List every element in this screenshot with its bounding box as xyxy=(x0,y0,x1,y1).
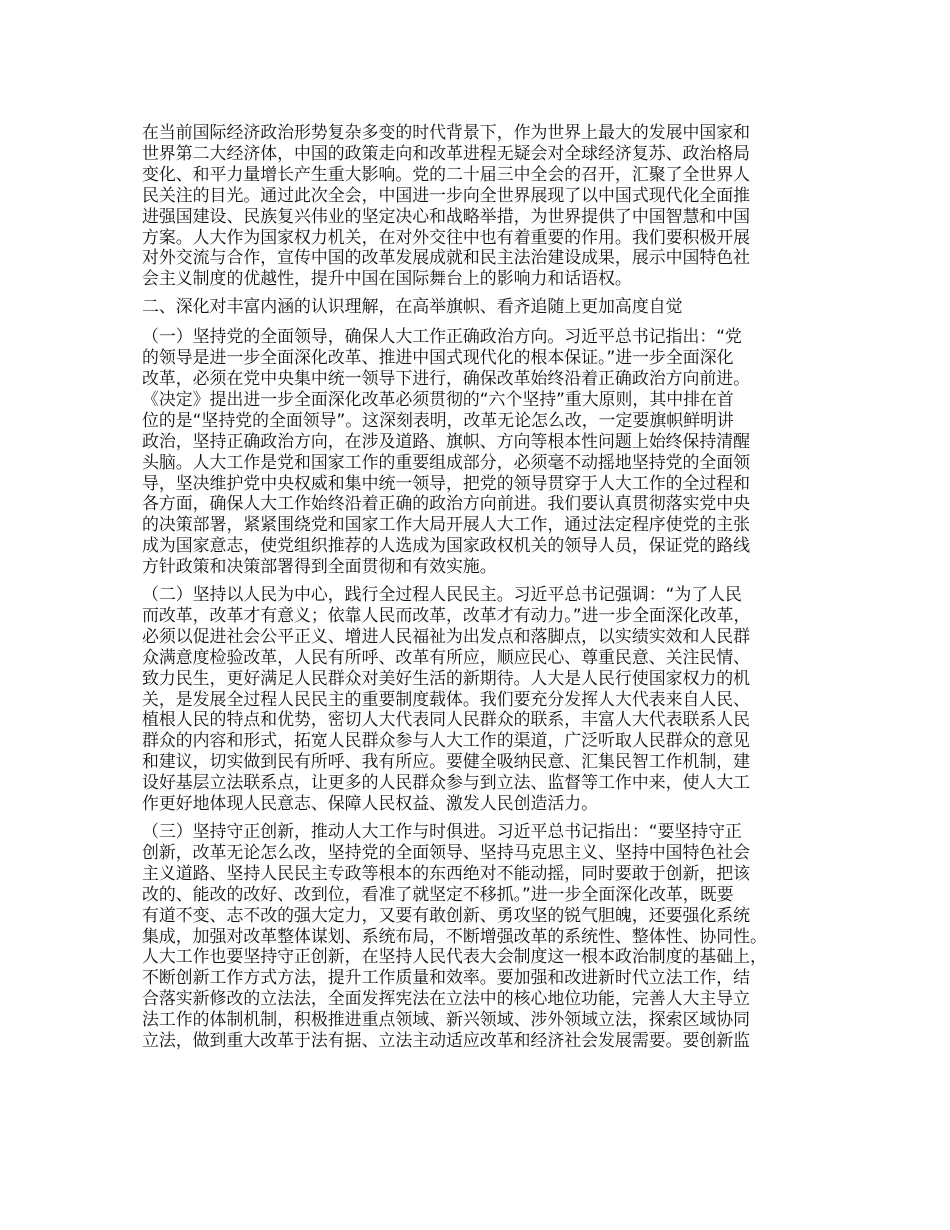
text-line: 在当前国际经济政治形势复杂多变的时代背景下，作为世界上最大的发展中国家和 xyxy=(142,122,751,142)
text-line: 变化、和平力量增长产生重大影响。党的二十届三中全会的召开，汇聚了全世界人 xyxy=(142,163,751,184)
text-line: 主义道路、坚持人民民主专政等根本的东西绝对不能动摇，同时要敢于创新，把该 xyxy=(142,862,751,883)
text-line: 有道不变、志不改的强大定力，又要有敢创新、勇攻坚的锐气胆魄，还要强化系统 xyxy=(142,904,751,925)
text-line: 改革，必须在党中央集中统一领导下进行，确保改革始终沿着正确政治方向前进。 xyxy=(142,367,751,388)
text-line: 对外交流与合作，宣传中国的改革发展成就和民主法治建设成果，展示中国特色社 xyxy=(142,247,751,268)
text-line: 群众的内容和形式，拓宽人民群众参与人大工作的渠道，广泛听取人民群众的意见 xyxy=(142,730,751,751)
text-line: 的决策部署，紧紧围绕党和国家工作大局开展人大工作，通过法定程序使党的主张 xyxy=(142,514,751,535)
text-line: 设好基层立法联系点，让更多的人民群众参与到立法、监督等工作中来，使人大工 xyxy=(142,772,751,793)
text-line: 会主义制度的优越性，提升中国在国际舞台上的影响力和话语权。 xyxy=(142,268,632,289)
text-line: 众满意度检验改革，人民有所呼、改革有所应，顺应民心、尊重民意、关注民情、 xyxy=(142,646,751,667)
text-line: 方针政策和决策部署得到全面贯彻和有效实施。 xyxy=(142,556,497,577)
text-line: 致力民生，更好满足人民群众对美好生活的新期待。人大是人民行使国家权力的机 xyxy=(142,667,751,688)
text-line: 集成，加强对改革整体谋划、系统布局，不断增强改革的系统性、整体性、协同性。 xyxy=(142,925,767,946)
text-line: 和建议，切实做到民有所呼、我有所应。要健全吸纳民意、汇集民智工作机制，建 xyxy=(142,751,751,772)
section-1-paragraph xyxy=(142,326,830,577)
section-3-paragraph xyxy=(142,821,830,1051)
text-line: 方案。人大作为国家权力机关，在对外交往中也有着重要的作用。我们要积极开展 xyxy=(142,226,751,247)
text-line: 政治，坚持正确政治方向，在涉及道路、旗帜、方向等根本性问题上始终保持清醒 xyxy=(142,430,751,451)
text-line: 头脑。人大工作是党和国家工作的重要组成部分，必须毫不动摇地坚持党的全面领 xyxy=(142,451,751,472)
text-line: 导，坚决维护党中央权威和集中统一领导，把党的领导贯穿于人大工作的全过程和 xyxy=(142,472,751,493)
text-line: 世界第二大经济体，中国的政策走向和改革进程无疑会对全球经济复苏、政治格局 xyxy=(142,142,751,163)
text-line: 不断创新工作方式方法，提升工作质量和效率。要加强和改进新时代立法工作，结 xyxy=(142,967,751,988)
text-line: 作更好地体现人民意志、保障人民权益、激发人民创造活力。 xyxy=(142,793,599,814)
text-line: （二）坚持以人民为中心，践行全过程人民民主。习近平总书记强调：“为了人民 xyxy=(142,584,742,605)
text-line: 必须以促进社会公平正义、增进人民福祉为出发点和落脚点，以实绩实效和人民群 xyxy=(142,625,751,646)
text-line: 合落实新修改的立法法，全面发挥宪法在立法中的核心地位功能，完善人大主导立 xyxy=(142,988,751,1009)
text-line: 立法，做到重大改革于法有据、立法主动适应改革和经济社会发展需要。要创新监 xyxy=(142,1030,751,1051)
text-line: 位的是“坚持党的全面领导”。这深刻表明，改革无论怎么改，一定要旗帜鲜明讲 xyxy=(142,409,734,430)
text-line: 各方面，确保人大工作始终沿着正确的政治方向前进。我们要认真贯彻落实党中央 xyxy=(142,493,751,514)
text-line: 的领导是进一步全面深化改革、推进中国式现代化的根本保证。”进一步全面深化 xyxy=(142,347,734,368)
document-page xyxy=(142,122,830,1051)
text-line: 创新，改革无论怎么改，坚持党的全面领导、坚持马克思主义、坚持中国特色社会 xyxy=(142,841,751,862)
text-line: 民关注的目光。通过此次全会，中国进一步向全世界展现了以中国式现代化全面推 xyxy=(142,184,751,205)
section-heading: 二、深化对丰富内涵的认识理解，在高举旗帜、看齐追随上更加高度自觉 xyxy=(142,296,683,317)
text-line: 法工作的体制机制，积极推进重点领域、新兴领域、涉外领域立法，探索区域协同 xyxy=(142,1009,751,1030)
text-line: 成为国家意志，使党组织推荐的人选成为国家政权机关的领导人员，保证党的路线 xyxy=(142,535,751,556)
section-2-paragraph xyxy=(142,584,830,814)
text-line: （三）坚持守正创新，推动人大工作与时俱进。习近平总书记指出：“要坚持守正 xyxy=(142,821,742,841)
text-line: 《决定》提出进一步全面深化改革必须贯彻的“六个坚持”重大原则，其中排在首 xyxy=(142,388,734,409)
text-line: 关，是发展全过程人民民主的重要制度载体。我们要充分发挥人大代表来自人民、 xyxy=(142,688,751,709)
intro-paragraph xyxy=(142,122,830,289)
text-line: 进强国建设、民族复兴伟业的坚定决心和战略举措，为世界提供了中国智慧和中国 xyxy=(142,205,751,226)
text-line: 人大工作也要坚持守正创新，在坚持人民代表大会制度这一根本政治制度的基础上， xyxy=(142,946,767,967)
text-line: 而改革，改革才有意义；依靠人民而改革，改革才有动力。”进一步全面深化改革， xyxy=(142,604,751,625)
text-line: 植根人民的特点和优势，密切人大代表同人民群众的联系，丰富人大代表联系人民 xyxy=(142,709,751,730)
text-line: 改的、能改的改好、改到位，看准了就坚定不移抓。”进一步全面深化改革，既要 xyxy=(142,883,734,904)
text-line: （一）坚持党的全面领导，确保人大工作正确政治方向。习近平总书记指出：“党 xyxy=(142,326,742,347)
